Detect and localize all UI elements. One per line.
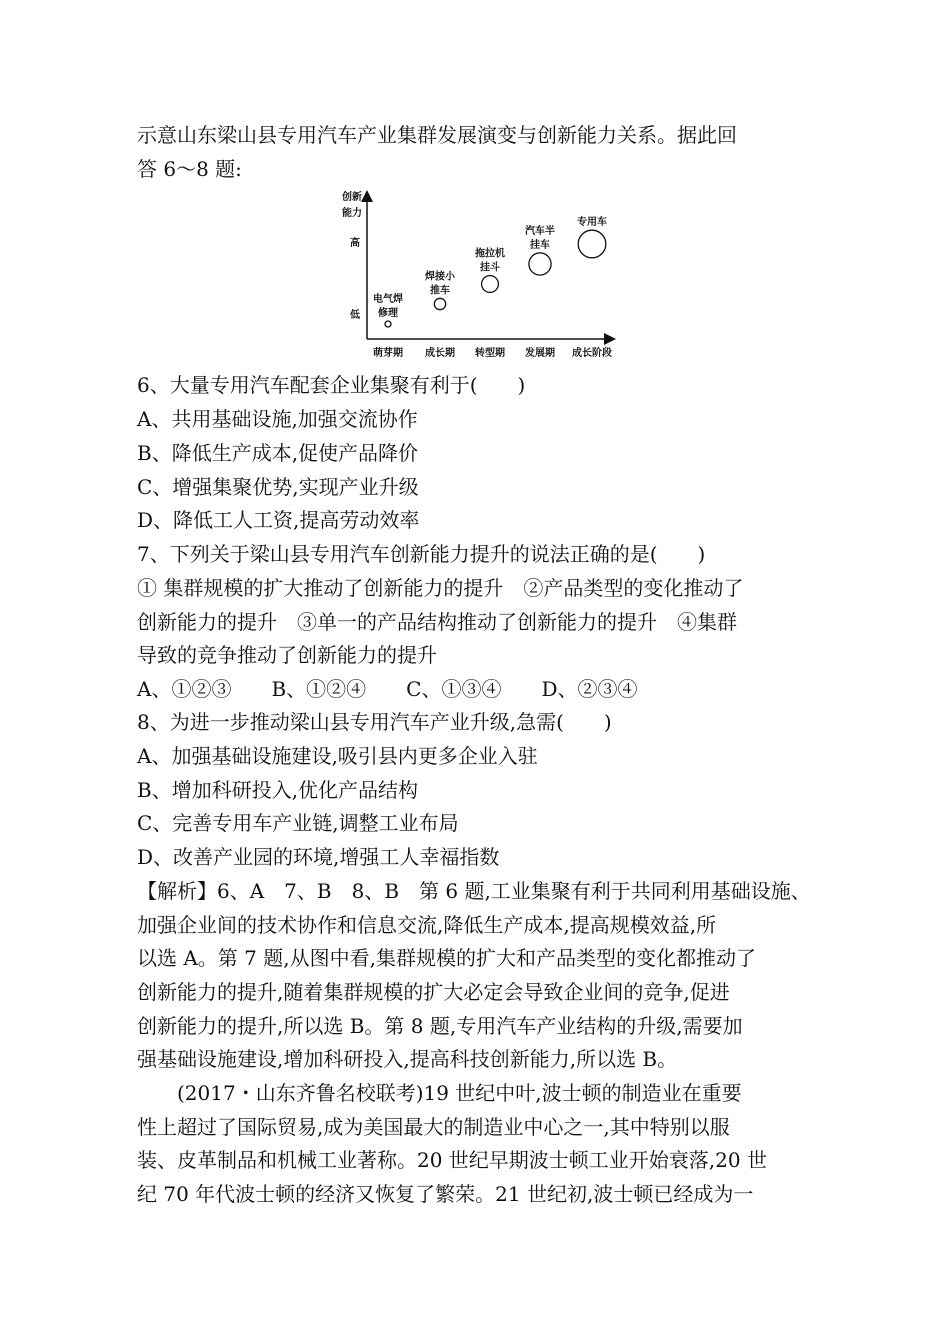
bubble-label: 电气焊 [373,294,403,305]
q6-option-c: C、增强集聚优势,实现产业升级 [137,475,419,499]
q8-option-a: A、加强基础设施建设,吸引县内更多企业入驻 [137,744,538,768]
analysis-line-2: 加强企业间的技术协作和信息交流,降低生产成本,提高规模效益,所 [137,913,717,937]
cluster-bubble [385,321,391,327]
cluster-bubble [529,253,551,275]
bubble-label: 焊接小 [425,271,455,283]
q7-body-line-2: 创新能力的提升 ③单一的产品结构推动了创新能力的提升 ④集群 [137,610,737,634]
chart-marks [373,215,612,359]
analysis-line-5: 创新能力的提升,所以选 B。第 8 题,专用汽车产业结构的升级,需要加 [137,1014,743,1038]
intro-line-2: 答 6～8 题: [137,157,242,181]
cluster-bubble [482,276,499,293]
y-axis-label-2: 能力 [342,208,362,219]
x-tick-label: 成长阶段 [572,348,612,359]
cluster-bubble [578,230,606,258]
y-level-high: 高 [350,238,360,249]
analysis-line-6: 强基础设施建设,增加科研投入,提高科技创新能力,所以选 B。 [137,1047,678,1071]
bubble-label: 推车 [430,285,450,297]
y-level-low: 低 [350,310,360,321]
passage-line-1: (2017・山东齐鲁名校联考)19 世纪中叶,波士顿的制造业在重要 [137,1081,742,1105]
q6-option-b: B、降低生产成本,促使产品降价 [137,441,419,465]
passage-line-3: 装、皮革制品和机械工业著称。20 世纪早期波士顿工业开始衰落,20 世 [137,1148,767,1172]
q8-option-d: D、改善产业园的环境,增强工人幸福指数 [137,845,500,869]
intro-line-1: 示意山东梁山县专用汽车产业集群发展演变与创新能力关系。据此回 [137,123,737,147]
passage-line-4: 纪 70 年代波士顿的经济又恢复了繁荣。21 世纪初,波士顿已经成为一 [137,1182,754,1206]
analysis-line-3: 以选 A。第 7 题,从图中看,集群规模的扩大和产品类型的变化都推动了 [137,946,756,970]
bubble-label: 汽车半 [525,225,555,237]
q8-option-b: B、增加科研投入,优化产品结构 [137,778,419,802]
y-axis-label-1: 创新 [342,192,362,203]
x-tick-label: 转型期 [475,348,505,359]
bubble-label: 拖拉机 [475,248,505,260]
x-tick-label: 发展期 [525,348,555,359]
q7-stem: 7、下列关于梁山县专用汽车创新能力提升的说法正确的是( ) [137,542,706,566]
q6-option-d: D、降低工人工资,提高劳动效率 [137,508,420,532]
cluster-bubble [434,298,445,309]
q8-option-c: C、完善专用车产业链,调整工业布局 [137,811,459,835]
bubble-label: 专用车 [577,217,607,229]
q7-body-line-1: ① 集群规模的扩大推动了创新能力的提升 ②产品类型的变化推动了 [137,576,744,600]
q7-options: A、①②③ B、①②④ C、①③④ D、②③④ [137,677,638,701]
analysis-line-4: 创新能力的提升,随着集群规模的扩大必定会导致企业间的竞争,促进 [137,980,730,1004]
bubble-label: 挂斗 [480,262,500,274]
passage-line-2: 性上超过了国际贸易,成为美国最大的制造业中心之一,其中特别以服 [137,1115,730,1139]
q6-stem: 6、大量专用汽车配套企业集聚有利于( ) [137,373,526,397]
bubble-label: 修理 [378,308,398,319]
x-tick-label: 萌芽期 [373,348,403,359]
x-tick-label: 成长期 [425,348,455,359]
analysis-line-1: 【解析】6、A 7、B 8、B 第 6 题,工业集聚有利于共同利用基础设施、 [137,879,811,903]
chart-svg [330,184,620,364]
q7-body-line-3: 导致的竞争推动了创新能力的提升 [137,643,437,667]
bubble-label: 挂车 [530,239,550,251]
q6-option-a: A、共用基础设施,加强交流协作 [137,407,418,431]
cluster-innovation-chart [330,184,620,364]
q8-stem: 8、为进一步推动梁山县专用汽车产业升级,急需( ) [137,710,612,734]
